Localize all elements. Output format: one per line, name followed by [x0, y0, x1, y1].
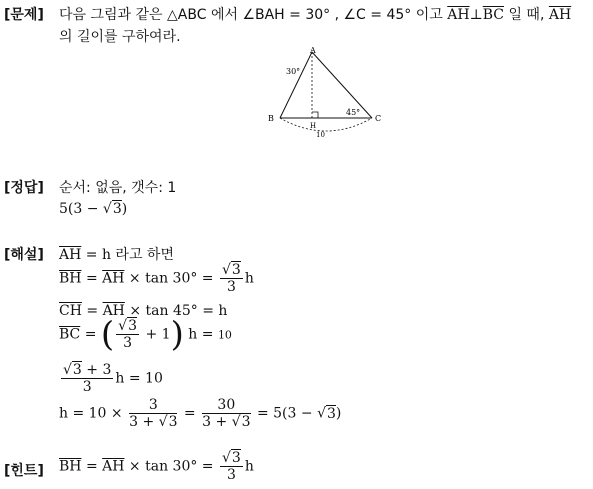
frac-num-root: 3: [72, 362, 82, 378]
segment-ah: $\overline{AH}$: [102, 270, 125, 287]
hint-label: [힌트]: [4, 463, 44, 479]
segment-bc: $\overline{BC}$: [482, 7, 504, 23]
explanation-line-5: [59, 362, 163, 395]
answer-value-root: 3: [112, 201, 122, 217]
eq-root: 3: [326, 405, 336, 422]
answer-value-suffix: ): [121, 201, 128, 217]
vertex-a-label: A: [310, 46, 316, 55]
problem-text-prefix: 다음 그림과 같은 △ABC 에서 ∠BAH = 30° , ∠C = 45° 이고: [59, 7, 448, 23]
explanation-text: 라고 하면: [110, 247, 174, 263]
eq-text: × tan 30° =: [124, 458, 218, 475]
frac-num: 3: [128, 318, 138, 334]
vertex-b-label: B: [268, 114, 274, 123]
frac-den: 3: [123, 335, 133, 351]
frac-den-root: 3: [168, 414, 178, 430]
frac-num: 3: [129, 397, 177, 414]
segment-ah: $\overline{AH}$: [447, 7, 470, 23]
eq-text: =: [80, 326, 101, 343]
fraction: $\frac{30}{3 + √3}$: [202, 397, 251, 430]
vertex-c-label: C: [375, 114, 382, 123]
triangle-figure: [260, 44, 390, 140]
frac-den: 3: [82, 379, 92, 395]
segment-bh: $\overline{BH}$: [59, 270, 82, 287]
angle-a-label: 30°: [286, 67, 301, 76]
answer-value-prefix: 5(3 −: [59, 201, 103, 217]
frac-den: 3: [226, 467, 236, 483]
explanation-line-3: [59, 303, 227, 319]
hint-line: [59, 450, 254, 483]
fraction: $\frac{3}{3 + √3}$: [129, 397, 178, 430]
segment-ah-2: $\overline{AH}$: [548, 7, 572, 23]
eq-text: =: [179, 405, 201, 422]
fraction: $\frac{√3}{3}$: [118, 318, 138, 351]
segment-ah: $\overline{AH}$: [102, 458, 125, 475]
answer-value: 5(3 − √3): [59, 201, 128, 217]
frac-den: 3: [226, 279, 236, 295]
frac-num: 3: [231, 262, 241, 278]
eq-text: h: [244, 270, 254, 287]
frac-num: 30: [202, 397, 250, 414]
frac-den-head: 3 +: [129, 414, 159, 430]
eq-text: h = 10 ×: [59, 405, 128, 422]
eq-text: =: [81, 458, 103, 475]
angle-c-label: 45°: [346, 108, 361, 117]
fraction: $\frac{√3}{3}$: [221, 262, 241, 295]
eq-text: h =: [183, 326, 218, 343]
base-length-label: 10: [316, 131, 325, 139]
eq-text: h: [244, 458, 254, 475]
explanation-line-4: $\overline{BC}$ = ( $\frac{√3}{3}$ + 1) h = 10: [59, 314, 232, 355]
explanation-label: [해설]: [4, 247, 44, 263]
frac-den-root: 3: [241, 414, 251, 430]
problem-line-1: [59, 4, 571, 24]
fraction: $\frac{√3 + 3}{3}$: [63, 362, 112, 395]
fraction: $\frac{√3}{3}$: [221, 450, 241, 483]
eq-text: × tan 45° = h: [124, 303, 228, 319]
explanation-line-2: [59, 262, 254, 295]
eq-text: =: [81, 303, 103, 319]
eq-text: × tan 30° =: [124, 270, 218, 287]
answer-label: [정답]: [4, 180, 44, 196]
eq-text: = h: [81, 247, 111, 263]
explanation-line-6: h = 10 × $\frac{3}{3 + √3}$ = $\frac{30}{3 + √3}$ = 5(3 − √3): [59, 397, 342, 430]
explanation-line-1: [59, 244, 174, 264]
eq-text: + 1: [141, 326, 171, 343]
foot-h-label: H: [310, 122, 317, 130]
frac-den-head: 3 +: [202, 414, 232, 430]
eq-text: h = 10: [115, 370, 163, 387]
eq-text: =: [81, 270, 103, 287]
answer-meta: 순서: 없음, 갯수: 1: [59, 180, 177, 196]
frac-num-tail: + 3: [81, 362, 112, 378]
eq-text: = 5(3 −: [252, 405, 318, 422]
segment-bh: $\overline{BH}$: [59, 458, 82, 475]
eq-value: 10: [217, 328, 232, 342]
segment-ah: $\overline{AH}$: [102, 303, 125, 319]
eq-text: ): [335, 405, 342, 422]
segment-bc: $\overline{BC}$: [59, 326, 81, 343]
segment-ah: $\overline{AH}$: [59, 247, 82, 263]
problem-text-suffix: 일 때,: [504, 7, 549, 23]
perp-symbol: ⊥: [469, 7, 483, 23]
frac-num: 3: [231, 450, 241, 466]
problem-label: [문제]: [4, 7, 44, 23]
problem-line-2: 의 길이를 구하여라.: [59, 29, 181, 45]
segment-ch: $\overline{CH}$: [59, 303, 82, 319]
